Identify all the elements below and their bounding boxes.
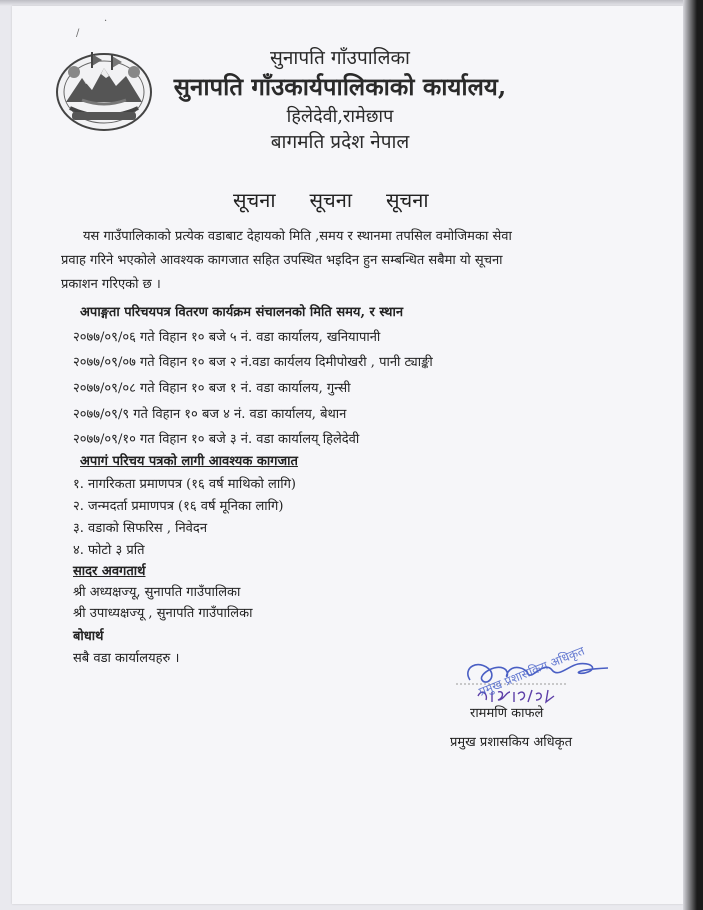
notice-title (233, 186, 463, 213)
signature-date: २०७७/०९/०४ (468, 688, 473, 689)
info-item: सबै वडा कार्यालयहरु । (73, 651, 180, 666)
province-name: बागमति प्रदेश नेपाल (270, 131, 410, 153)
cc-heading: सादर अवगतार्थ (73, 564, 146, 579)
schedule-row: २०७७/०९/०६ गते विहान १० बजे ५ नं. वडा कार्यालय, खनियापानी (73, 330, 381, 345)
intro-line: प्रकाशन गरिएको छ । (61, 277, 161, 292)
intro-line: यस गाउँपालिकाको प्रत्येक वडाबाट देहायको मिति ,समय र स्थानमा तपसिल वमोजिमका सेवा (83, 229, 512, 244)
official-stamp: प्रमुख प्रशासकिय अधिकृत (476, 643, 587, 699)
documents-heading: अपागं परिचय पत्रको लागी आवश्यक कागजात (80, 454, 298, 469)
signer-name: राममणि काफले (470, 706, 544, 721)
notice-word: सूचना (309, 188, 352, 212)
schedule-heading: अपाङ्गता परिचयपत्र वितरण कार्यक्रम संचालनको मिति समय, र स्थान (80, 305, 404, 320)
office-name: सुनापति गाँउकार्यपालिकाको कार्यालय, (173, 72, 507, 101)
corner-tick-mark: / (76, 28, 80, 39)
schedule-row: २०७७/०९/१० गत विहान १० बजे ३ नं. वडा कार्यालय् हिलेदेवी (73, 432, 360, 447)
schedule-row: २०७७/०९/०७ गते विहान १० बज २ नं.वडा कार्यलय दिमीपोखरी , पानी ट्याङ्की (73, 355, 433, 370)
intro-paragraph (61, 225, 573, 297)
document-item: ३. वडाको सिफरिस , निवेदन (73, 521, 208, 536)
notice-word: सूचना (233, 188, 276, 212)
nepal-emblem-logo (52, 42, 156, 134)
dot-mark: · (104, 16, 108, 27)
info-heading: बोधार्थ (73, 629, 104, 644)
office-address: हिलेदेवी,रामेछाप (286, 106, 394, 127)
cc-item: श्री उपाध्यक्षज्यू , सुनापति गाउँपालिका (73, 606, 253, 621)
document-item: २. जन्मदर्ता प्रमाणपत्र (१६ वर्ष मूनिका लागि) (73, 499, 284, 514)
schedule-row: २०७७/०९/९ गते विहान १० बज ४ नं. वडा कार्यालय, बेथान (73, 407, 347, 422)
intro-line: प्रवाह गरिने भएकोले आवश्यक कागजात सहित उपस्थित भइदिन हुन सम्बन्धित सबैमा यो सूचना (61, 253, 503, 268)
document-item: ४. फोटो ३ प्रति (73, 543, 145, 558)
scan-right-edge (683, 0, 703, 910)
municipality-name: सुनापति गाँउपालिका (270, 47, 410, 69)
document-item: १. नागरिकता प्रमाणपत्र (१६ वर्ष माथिको लागि) (73, 477, 296, 492)
cc-item: श्री अध्यक्षज्यू, सुनापति गाउँपालिका (73, 585, 241, 600)
notice-word: सूचना (386, 188, 429, 212)
schedule-row: २०७७/०९/०८ गते विहान १० बज १ नं. वडा कार्यालय, गुन्सी (73, 381, 351, 396)
signer-title: प्रमुख प्रशासकिय अधिकृत (450, 735, 573, 750)
